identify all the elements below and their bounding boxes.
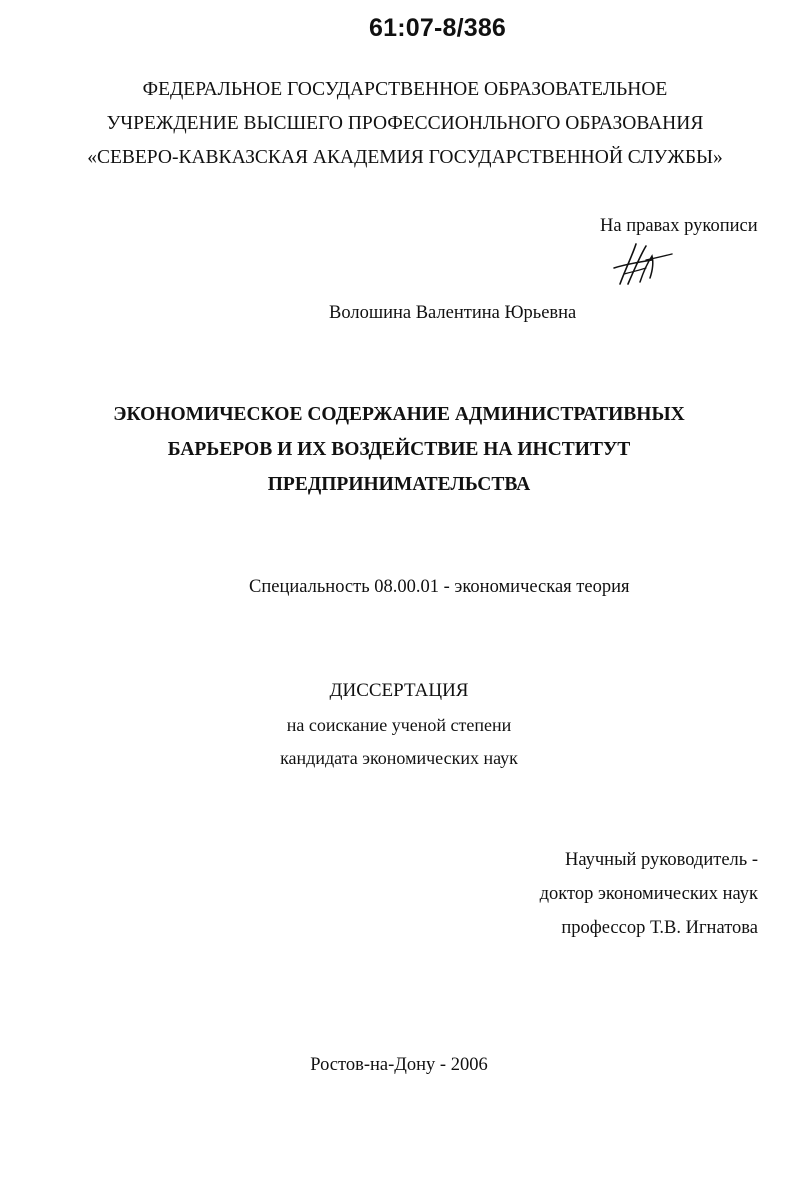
author-name: Волошина Валентина Юрьевна bbox=[329, 303, 577, 323]
manuscript-note: На правах рукописи bbox=[600, 216, 758, 236]
supervisor-line-1: Научный руководитель - bbox=[565, 850, 758, 870]
title-line-2: БАРЬЕРОВ И ИХ ВОЗДЕЙСТВИЕ НА ИНСТИТУТ bbox=[167, 439, 631, 460]
document-code: 61:07-8/386 bbox=[369, 14, 507, 42]
place-year: Ростов-на-Дону - 2006 bbox=[310, 1055, 488, 1075]
supervisor-line-3: профессор Т.В. Игнатова bbox=[561, 918, 758, 938]
institution-line-1: ФЕДЕРАЛЬНОЕ ГОСУДАРСТВЕННОЕ ОБРАЗОВАТЕЛЬНОЕ bbox=[142, 79, 668, 100]
handwritten-signature bbox=[606, 238, 676, 288]
institution-line-2: УЧРЕЖДЕНИЕ ВЫСШЕГО ПРОФЕССИОНЛЬНОГО ОБРАЗОВАНИЯ bbox=[106, 113, 704, 134]
institution-line-3: «СЕВЕРО-КАВКАЗСКАЯ АКАДЕМИЯ ГОСУДАРСТВЕННОЙ СЛУЖБЫ» bbox=[87, 147, 723, 168]
specialty: Специальность 08.00.01 - экономическая теория bbox=[249, 577, 630, 597]
title-line-1: ЭКОНОМИЧЕСКОЕ СОДЕРЖАНИЕ АДМИНИСТРАТИВНЫХ bbox=[113, 404, 685, 425]
title-line-3: ПРЕДПРИНИМАТЕЛЬСТВА bbox=[267, 474, 531, 495]
degree-line-1: на соискание ученой степени bbox=[286, 715, 512, 735]
supervisor-line-2: доктор экономических наук bbox=[539, 884, 758, 904]
dissertation-label: ДИССЕРТАЦИЯ bbox=[329, 680, 469, 701]
degree-line-2: кандидата экономических наук bbox=[280, 748, 518, 768]
